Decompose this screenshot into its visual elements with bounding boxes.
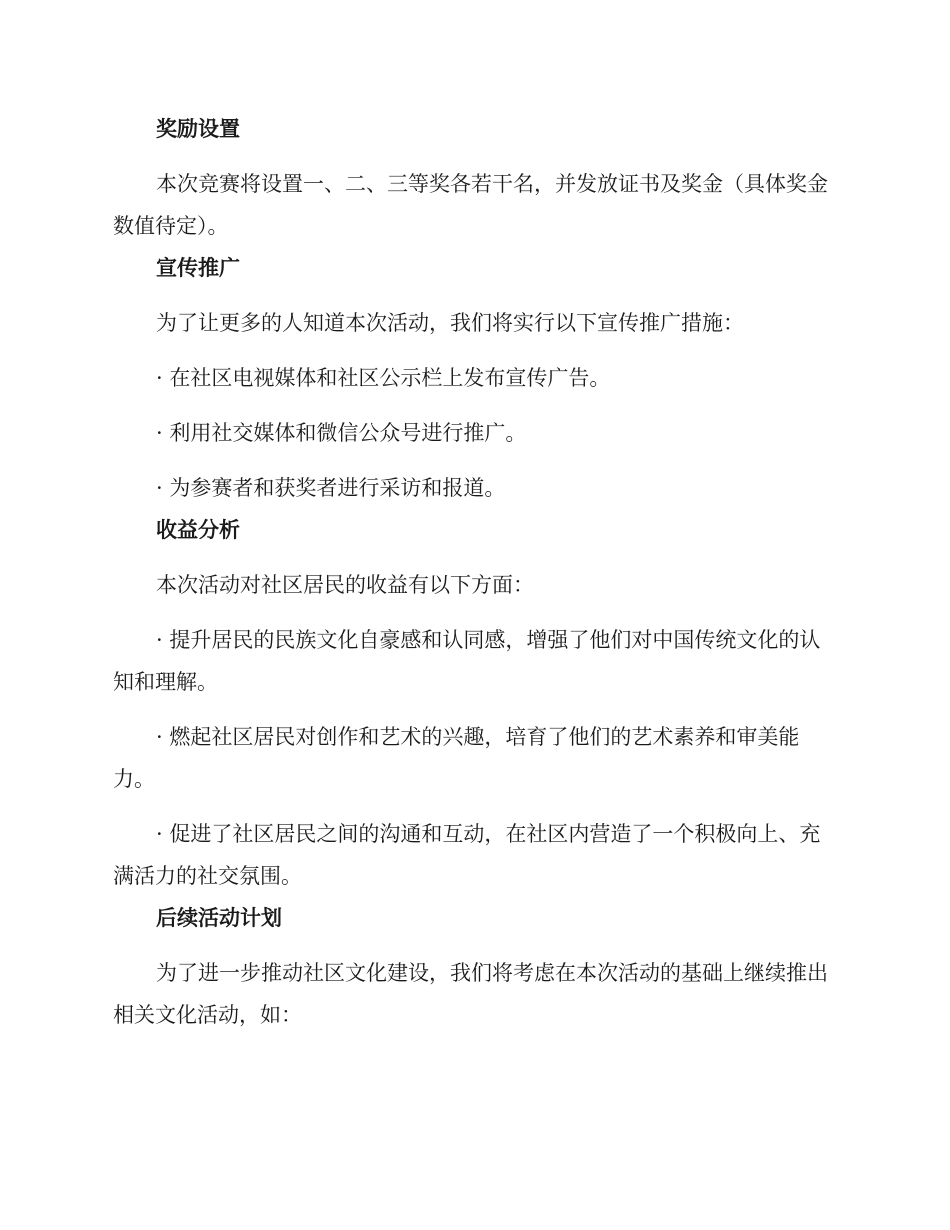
paragraph: 为了让更多的人知道本次活动，我们将实行以下宣传推广措施： xyxy=(156,311,744,335)
bullet-item: · 为参赛者和获奖者进行采访和报道。 xyxy=(156,476,506,500)
paragraph: 本次活动对社区居民的收益有以下方面： xyxy=(156,573,534,597)
bullet-item: · 利用社交媒体和微信公众号进行推广。 xyxy=(156,421,527,445)
section-heading: 宣传推广 xyxy=(156,256,240,280)
section-heading: 奖励设置 xyxy=(156,117,240,141)
bullet-item: · 在社区电视媒体和社区公示栏上发布宣传广告。 xyxy=(156,366,611,390)
paragraph: 为了进一步推动社区文化建设，我们将考虑在本次活动的基础上继续推出相关文化活动，如： xyxy=(113,961,828,1027)
section-heading: 后续活动计划 xyxy=(156,906,282,930)
section-heading: 收益分析 xyxy=(156,518,240,542)
section-rewards xyxy=(113,108,830,247)
bullet-item: · 促进了社区居民之间的沟通和互动，在社区内营造了一个积极向上、充满活力的社交氛围。 xyxy=(113,822,821,888)
section-followup xyxy=(113,897,830,1036)
section-benefits xyxy=(113,509,830,897)
bullet-item: · 提升居民的民族文化自豪感和认同感，增强了他们对中国传统文化的认知和理解。 xyxy=(113,628,821,694)
section-promotion xyxy=(113,247,830,509)
bullet-item: · 燃起社区居民对创作和艺术的兴趣，培育了他们的艺术素养和审美能力。 xyxy=(113,725,800,791)
paragraph: 本次竞赛将设置一、二、三等奖各若干名，并发放证书及奖金（具体奖金数值待定）。 xyxy=(113,172,828,238)
